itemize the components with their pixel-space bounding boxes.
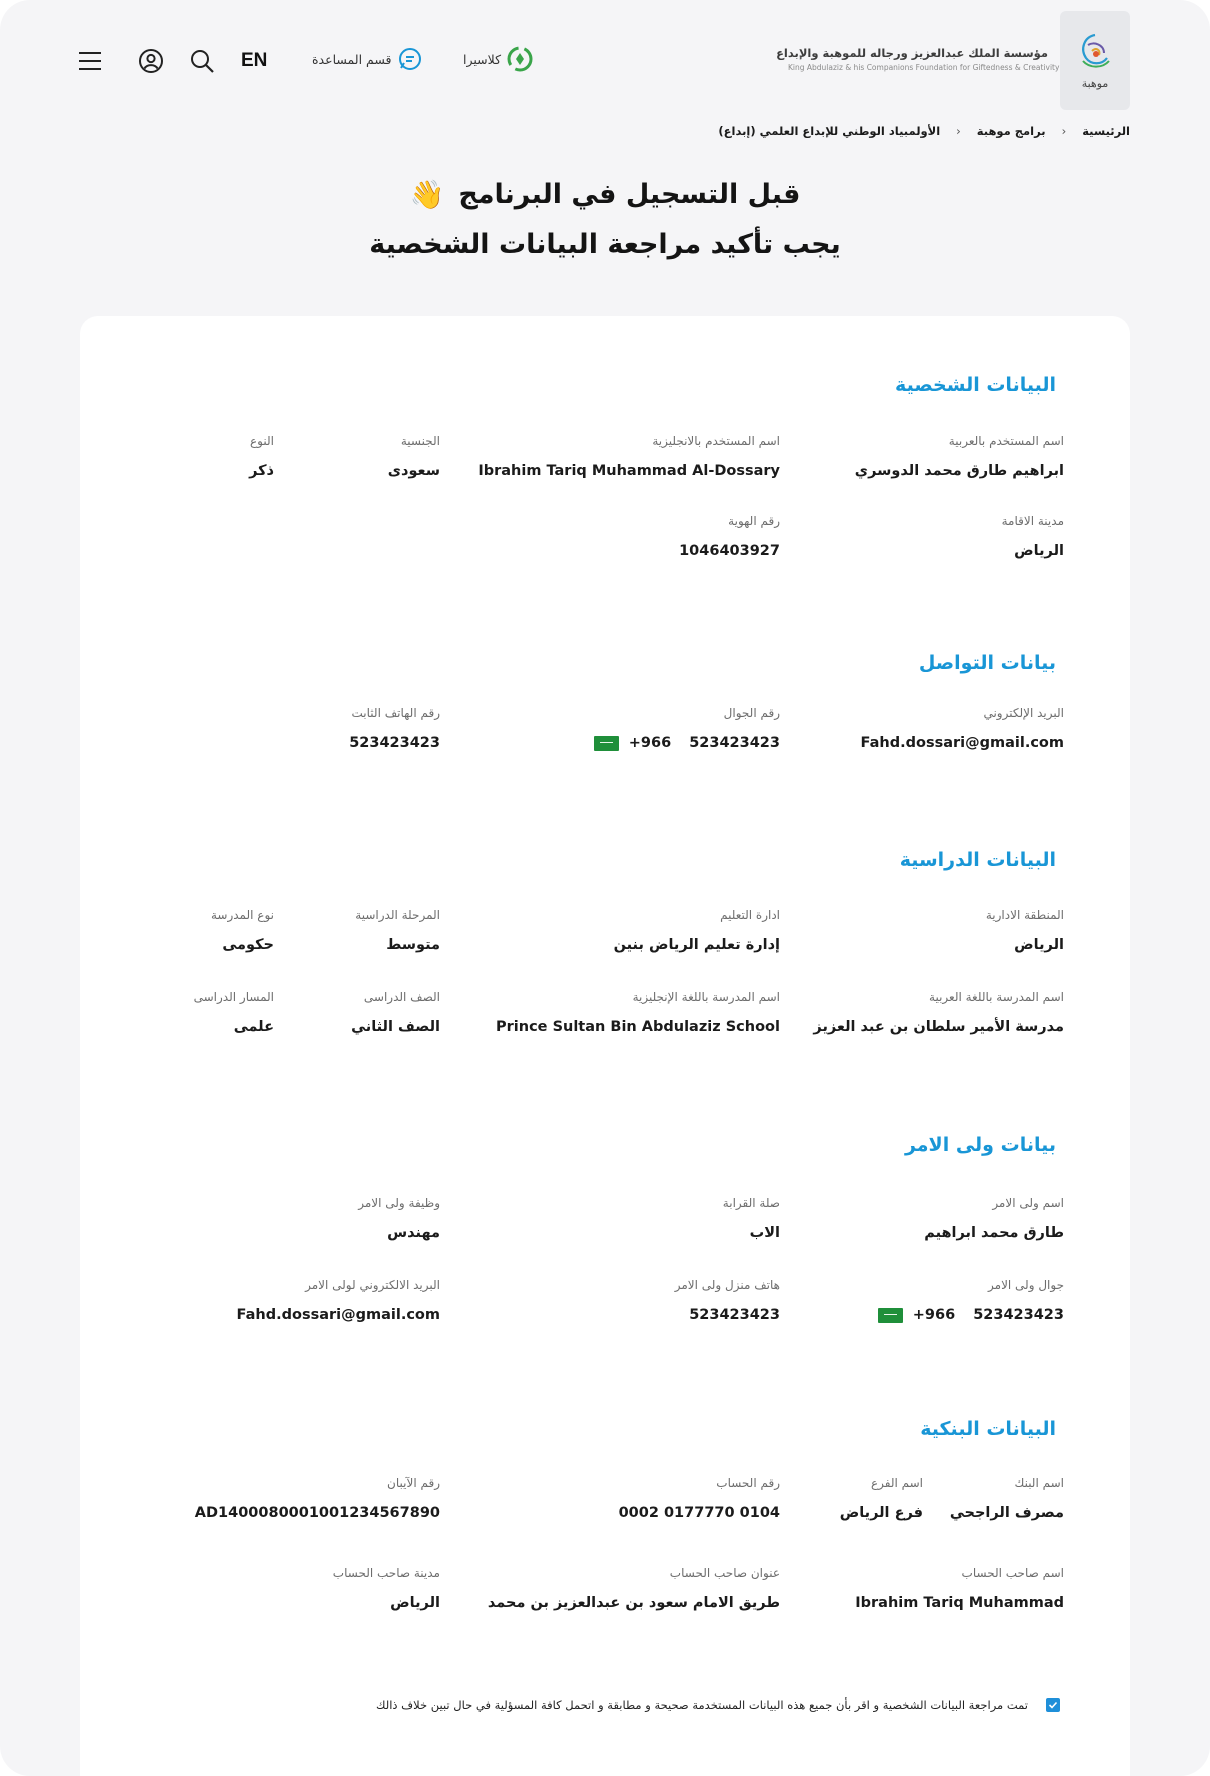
field-value: مهندس: [387, 1225, 440, 1241]
field-label: اسم المستخدم بالعربية: [948, 434, 1064, 448]
field-label: وظيفة ولى الامر: [358, 1196, 440, 1210]
page-title-line1: قبل التسجيل في البرنامج: [458, 179, 801, 210]
field-value: [878, 1307, 1064, 1323]
foundation-name-en: King Abdulaziz & his Companions Foundation for Giftedness & Creativity: [788, 63, 1060, 72]
user-icon: [138, 48, 164, 74]
consent-checkbox[interactable]: [1046, 1698, 1060, 1712]
breadcrumb-programs[interactable]: برامج موهبة: [976, 124, 1046, 138]
help-center-link[interactable]: [312, 46, 423, 72]
field-value: Ibrahim Tariq Muhammad Al-Dossary: [478, 463, 780, 479]
field-value: ذكر: [249, 463, 274, 479]
field-value: متوسط: [386, 937, 440, 953]
help-center-label: قسم المساعدة: [312, 51, 392, 67]
waving-hand-icon: 👋: [409, 178, 445, 211]
field-value: إدارة تعليم الرياض بنين: [613, 937, 780, 953]
field-education-admin: [614, 908, 780, 953]
guardian-section-title: بيانات ولى الامر: [904, 1134, 1056, 1156]
field-grade: [351, 990, 440, 1035]
field-guardian-email: [237, 1278, 440, 1323]
field-label: المرحلة الدراسية: [355, 908, 440, 922]
field-value: Ibrahim Tariq Muhammad: [855, 1595, 1064, 1611]
field-label: البريد الإلكتروني: [983, 706, 1064, 720]
field-label: اسم ولى الامر: [992, 1196, 1064, 1210]
page-title-line1-wrap: [409, 178, 800, 211]
field-label: مدينة الاقامة: [1001, 514, 1064, 528]
field-label: النوع: [250, 434, 274, 448]
field-stage: [355, 908, 440, 953]
field-city: [1002, 514, 1064, 559]
chat-bubble-icon: [397, 46, 423, 72]
bank-section-title: البيانات البنكية: [920, 1418, 1056, 1440]
logo-word: موهبة: [1081, 77, 1109, 90]
field-value: طريق الامام سعود بن عبدالعزيز بن محمد: [487, 1595, 780, 1611]
contact-section-title: بيانات التواصل: [918, 652, 1056, 674]
field-label: المسار الدراسى: [193, 990, 274, 1004]
breadcrumb: [718, 124, 1130, 138]
classera-label: كلاسيرا: [463, 51, 502, 67]
field-track: [194, 990, 274, 1035]
field-label: اسم البنك: [1014, 1476, 1064, 1490]
mawhiba-logo[interactable]: [1060, 11, 1130, 110]
page-title: [0, 178, 1210, 260]
country-code: +966: [912, 1307, 956, 1323]
field-label: رقم الهاتف الثابت: [351, 706, 440, 720]
field-label: اسم الفرع: [870, 1476, 923, 1490]
breadcrumb-current: الأولمبياد الوطني للإبداع العلمي (إبداع): [718, 124, 941, 138]
field-label: رقم الهوية: [728, 514, 780, 528]
personal-section-title: البيانات الشخصية: [895, 374, 1056, 396]
field-value: AD1400080001001234567890: [194, 1505, 440, 1521]
review-card: [80, 316, 1130, 1776]
search-button[interactable]: [188, 47, 216, 75]
search-icon: [189, 48, 215, 74]
field-value: الصف الثاني: [351, 1019, 440, 1035]
field-value: الرياض: [1014, 543, 1064, 559]
top-header: [0, 0, 1210, 115]
field-value: ابراهيم طارق محمد الدوسري: [854, 463, 1064, 479]
field-label: الجنسية: [400, 434, 440, 448]
field-label: اسم صاحب الحساب: [961, 1566, 1064, 1580]
field-guardian-home-phone: [675, 1278, 780, 1323]
user-account-button[interactable]: [137, 47, 165, 75]
consent-text: تمت مراجعة البيانات الشخصية و اقر بأن جميع هذه البيانات المستخدمة صحيحة و مطابقة و اتحمل كافة المسؤلية في حال تبين خلاف ذالك: [376, 1698, 1028, 1712]
field-label: اسم المدرسة باللغة الإنجليزية: [632, 990, 780, 1004]
field-branch: [840, 1476, 923, 1521]
field-mobile: [594, 706, 780, 755]
menu-button[interactable]: [76, 47, 104, 75]
field-label: رقم الآيبان: [387, 1476, 440, 1490]
field-guardian-name: [924, 1196, 1064, 1241]
field-school-type: [211, 908, 274, 953]
field-gender: [249, 434, 274, 479]
classera-icon: [507, 46, 533, 72]
field-label: اسم المستخدم بالانجليزية: [652, 434, 780, 448]
field-value: مصرف الراجحي: [949, 1505, 1064, 1521]
field-value: فرع الرياض: [839, 1505, 923, 1521]
field-nationality: [388, 434, 440, 479]
field-email: [861, 706, 1064, 751]
breadcrumb-home[interactable]: الرئيسية: [1082, 124, 1130, 138]
field-label: اسم المدرسة باللغة العربية: [929, 990, 1064, 1004]
field-value: الرياض: [390, 1595, 440, 1611]
country-code: +966: [628, 735, 672, 751]
chevron-left-icon: ‹: [1061, 124, 1067, 138]
field-value: طارق محمد ابراهيم: [924, 1225, 1064, 1241]
foundation-name: [776, 46, 1060, 72]
field-value: 1046403927: [679, 543, 780, 559]
field-name-en: [478, 434, 780, 479]
field-label: رقم الحساب: [716, 1476, 780, 1490]
field-landline: [349, 706, 440, 751]
field-value: 523423423: [349, 735, 440, 751]
saudi-flag-icon: [594, 736, 619, 751]
field-value: 0002 0177770 0104: [618, 1505, 780, 1521]
foundation-name-ar: مؤسسة الملك عبدالعزيز ورجاله للموهبة والإبداع: [776, 46, 1048, 60]
chevron-left-icon: ‹: [956, 124, 961, 138]
field-value: [594, 735, 780, 751]
field-value: Fahd.dossari@gmail.com: [860, 735, 1064, 751]
field-account-holder: [855, 1566, 1064, 1611]
field-label: صلة القرابة: [722, 1196, 780, 1210]
field-id-number: [679, 514, 780, 559]
field-value: علمى: [233, 1019, 274, 1035]
field-value: 523423423: [689, 1307, 780, 1323]
field-label: الصف الدراسى: [363, 990, 440, 1004]
field-label: المنطقة الادارية: [985, 908, 1064, 922]
saudi-flag-icon: [878, 1308, 903, 1323]
field-label: هاتف منزل ولى الامر: [674, 1278, 780, 1292]
field-label: جوال ولى الامر: [988, 1278, 1064, 1292]
field-value: سعودى: [387, 463, 440, 479]
field-school-en: [496, 990, 780, 1035]
field-label: رقم الجوال: [723, 706, 780, 720]
field-name-ar: [855, 434, 1064, 479]
study-section-title: البيانات الدراسية: [899, 849, 1056, 871]
language-switch[interactable]: EN: [241, 50, 268, 71]
field-guardian-mobile: [878, 1278, 1064, 1327]
field-guardian-job: [358, 1196, 440, 1241]
hamburger-menu-icon: [78, 50, 102, 72]
field-bank-name: [950, 1476, 1064, 1521]
phone-number: 523423423: [689, 735, 780, 751]
checkmark-icon: [1048, 1700, 1058, 1710]
field-label: مدينة صاحب الحساب: [332, 1566, 440, 1580]
field-relation: [723, 1196, 780, 1241]
field-holder-city: [333, 1566, 440, 1611]
field-value: حكومى: [222, 937, 274, 953]
consent-row: [376, 1698, 1060, 1712]
field-school-ar: [813, 990, 1064, 1035]
classera-link[interactable]: [463, 46, 533, 72]
page-title-line2: يجب تأكيد مراجعة البيانات الشخصية: [369, 229, 841, 260]
field-value: الاب: [749, 1225, 780, 1241]
field-value: الرياض: [1014, 937, 1064, 953]
field-value: Prince Sultan Bin Abdulaziz School: [496, 1019, 780, 1035]
field-label: ادارة التعليم: [720, 908, 780, 922]
field-label: البريد الالكتروني لولى الامر: [305, 1278, 440, 1292]
mawhiba-logo-icon: [1074, 31, 1116, 73]
field-account-number: [619, 1476, 780, 1521]
phone-number: 523423423: [973, 1307, 1064, 1323]
field-value: Fahd.dossari@gmail.com: [236, 1307, 440, 1323]
field-value: مدرسة الأمير سلطان بن عبد العزيز: [813, 1019, 1064, 1035]
field-region: [986, 908, 1064, 953]
field-holder-address: [488, 1566, 780, 1611]
field-label: نوع المدرسة: [210, 908, 274, 922]
field-label: عنوان صاحب الحساب: [669, 1566, 780, 1580]
field-iban: [195, 1476, 440, 1521]
